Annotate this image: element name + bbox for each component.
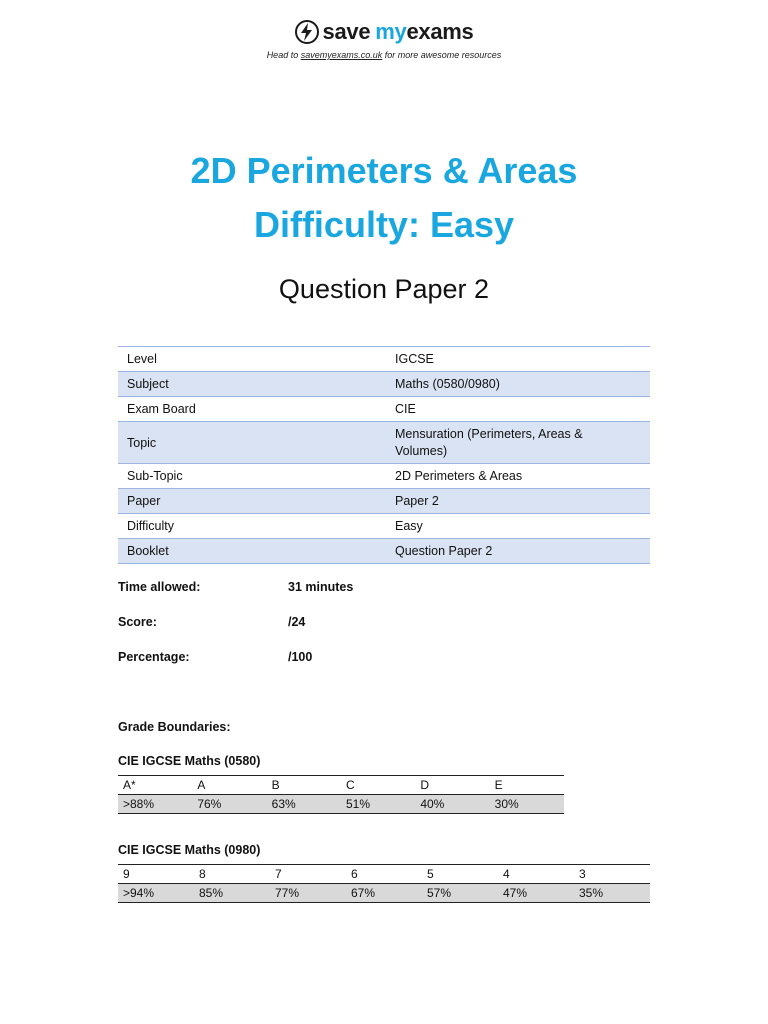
tagline: Head to savemyexams.co.uk for more awesome resources [266, 50, 502, 60]
table-row: Sub-Topic 2D Perimeters & Areas [118, 464, 650, 489]
table-row: A* A B C D E [118, 776, 564, 795]
table-row: 9 8 7 6 5 4 3 [118, 865, 650, 884]
table-row: Level IGCSE [118, 347, 650, 372]
table-row: Exam Board CIE [118, 397, 650, 422]
time-allowed: Time allowed: 31 minutes [118, 580, 354, 594]
grade-table-0980 [118, 864, 650, 903]
difficulty-title: Difficulty: Easy [253, 204, 515, 245]
table-0980-title: CIE IGCSE Maths (0980) [118, 843, 261, 857]
table-0580-title: CIE IGCSE Maths (0580) [118, 754, 261, 768]
table-row: >94% 85% 77% 67% 57% 47% 35% [118, 884, 650, 903]
table-row: Subject Maths (0580/0980) [118, 372, 650, 397]
table-row: Paper Paper 2 [118, 489, 650, 514]
website-link[interactable]: savemyexams.co.uk [300, 50, 383, 60]
document-title: 2D Perimeters & Areas [190, 150, 578, 191]
lightning-bolt-icon [295, 20, 319, 44]
table-row: >88% 76% 63% 51% 40% 30% [118, 795, 564, 814]
table-row: Booklet Question Paper 2 [118, 539, 650, 564]
paper-subtitle: Question Paper 2 [278, 274, 490, 304]
percentage: Percentage: /100 [118, 650, 313, 664]
brand-logo [0, 19, 768, 49]
info-table [118, 346, 650, 564]
grade-boundaries-heading: Grade Boundaries: [118, 720, 231, 734]
table-row: Difficulty Easy [118, 514, 650, 539]
score: Score: /24 [118, 615, 306, 629]
logo-wordmark: save myexams [322, 19, 474, 44]
table-row: Topic Mensuration (Perimeters, Areas & Volumes) [118, 422, 650, 464]
grade-table-0580 [118, 775, 564, 814]
